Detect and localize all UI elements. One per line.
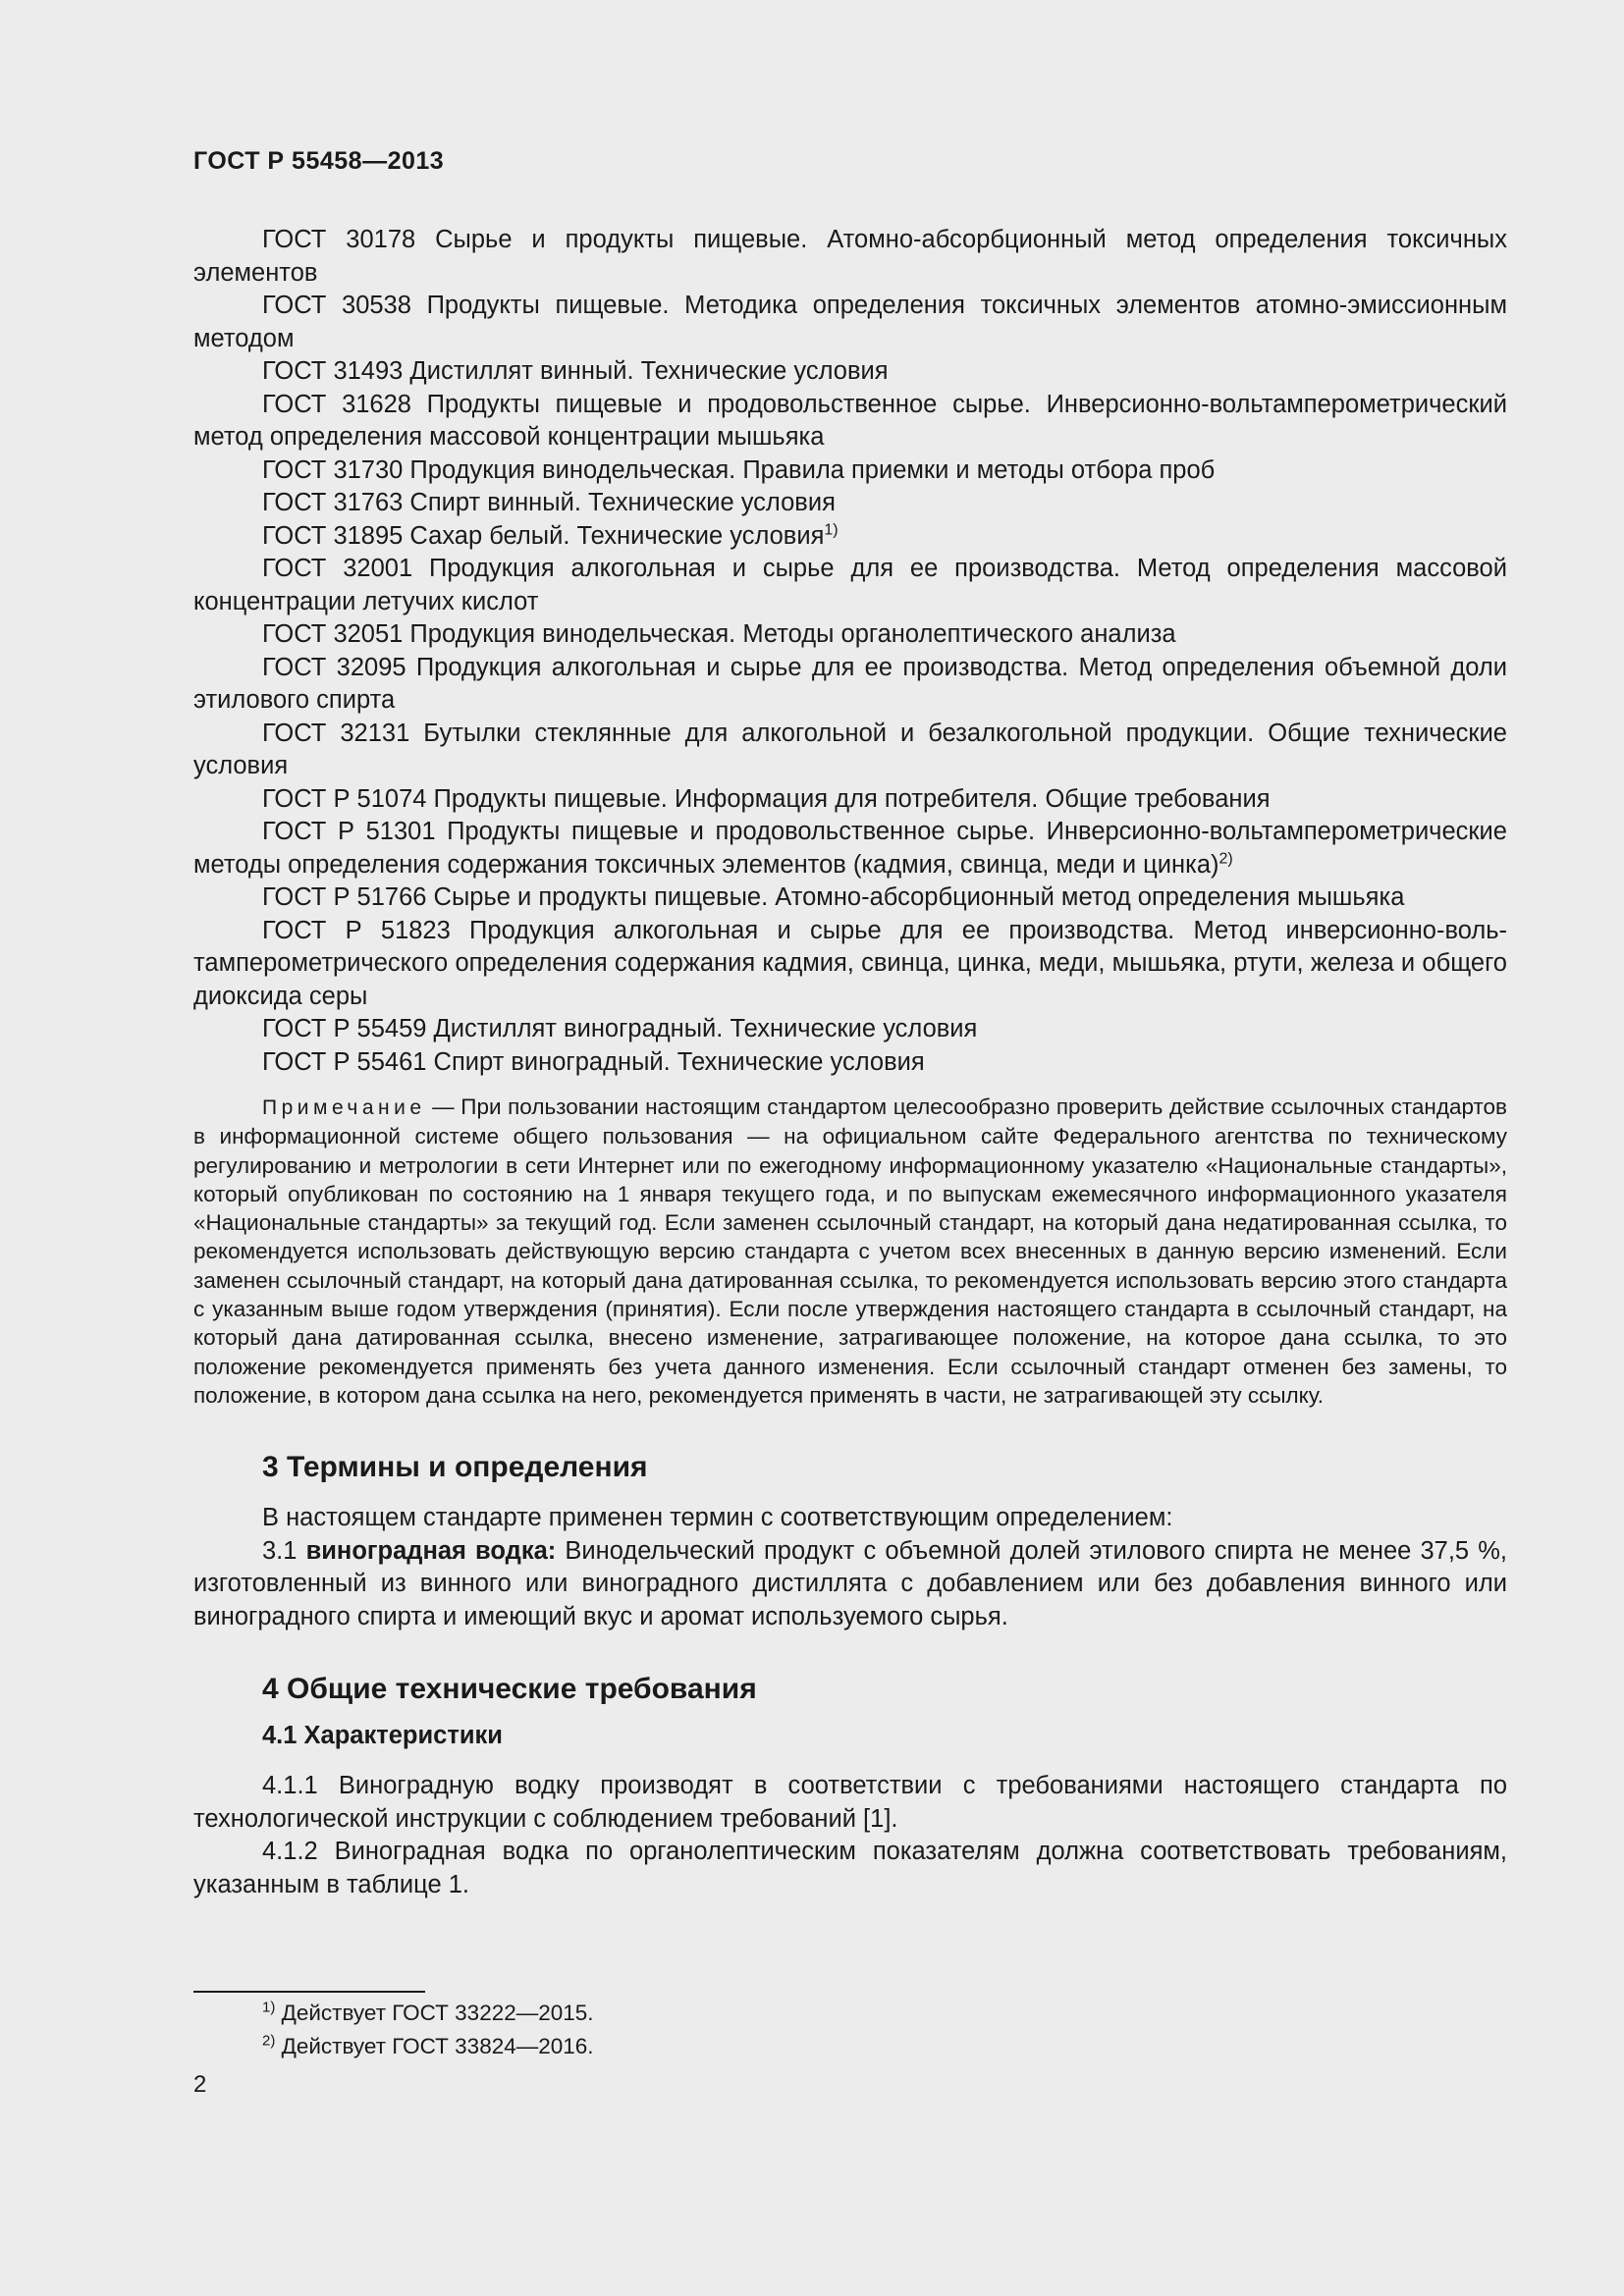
reference-item: ГОСТ Р 55461 Спирт виноградный. Технические условия (262, 1047, 925, 1076)
section-4-heading: 4 Общие технические требования (262, 1673, 757, 1706)
section-3-intro: В настоящем стандарте применен термин с соответствующим определением: (262, 1504, 1173, 1532)
paragraph-4-1-2: 4.1.2 Виноградная водка по органолептическим показателям должна соответствовать требованиям, указанным в таблице 1. (193, 1838, 1507, 1898)
footnote-marker: 1) (824, 521, 839, 538)
reference-item: ГОСТ 32095 Продукция алкогольная и сырье для ее производства. Метод определения объемной доли этилового спирта (193, 653, 1507, 714)
note-label: Примечание (262, 1096, 426, 1119)
reference-item: ГОСТ Р 51074 Продукты пищевые. Информация для потребителя. Общие требования (262, 784, 1271, 813)
reference-item: ГОСТ 31493 Дистиллят винный. Технические условия (262, 357, 889, 385)
reference-item: ГОСТ Р 51301 Продукты пищевые и продовольственное сырье. Инверсионно-вольтамперометрические методы определения содержания токсичных элементов (кадмия, свинца, меди и цинка)$^{2)}$ (193, 818, 1507, 879)
reference-item: ГОСТ 31895 Сахар белый. Технические условия$^{1)}$ (262, 521, 839, 550)
footnote-item: $^{2)}$ Действует ГОСТ 33824—2016. (262, 2032, 594, 2058)
references-list (193, 224, 1507, 1079)
paragraph-4-1-1: 4.1.1 Виноградную водку производят в соответствии с требованиями настоящего стандарта по технологической инструкции с соблюдением требований [1]. (193, 1772, 1507, 1833)
section-3-heading: 3 Термины и определения (262, 1451, 648, 1484)
footnote-separator (193, 1991, 425, 1993)
reference-item: ГОСТ 32001 Продукция алкогольная и сырье для ее производства. Метод определения массовой концентрации летучих кислот (193, 555, 1507, 615)
reference-item: ГОСТ 32051 Продукция винодельческая. Методы органолептического анализа (262, 620, 1176, 648)
term-name: виноградная водка: (305, 1536, 557, 1565)
reference-item: ГОСТ Р 51823 Продукция алкогольная и сырье для ее производства. Метод инверсионно-вольтамперометрического определения содержания кадмия, свинца, цинка, меди, мышьяка, ртути, железа и общего диоксида серы (193, 916, 1507, 1010)
reference-item: ГОСТ Р 55459 Дистиллят виноградный. Технические условия (262, 1015, 978, 1042)
document-header: ГОСТ Р 55458—2013 (193, 147, 445, 175)
reference-item: ГОСТ 31763 Спирт винный. Технические условия (262, 489, 836, 516)
reference-item: ГОСТ 30178 Сырье и продукты пищевые. Атомно-абсорбционный метод определения токсичных элементов (193, 226, 1507, 287)
reference-item: ГОСТ 31628 Продукты пищевые и продовольственное сырье. Инверсионно-вольтамперометрический метод определения массовой концентрации мышьяка (193, 390, 1507, 451)
page-content (193, 224, 1507, 1901)
footnote-marker: 2) (1218, 850, 1233, 867)
note-block: Примечание — При пользовании настоящим стандартом целесообразно проверить действие ссылочных стандартов в информационной системе общего пользования — на официальном сайте Федерального агентства по техническому регулированию и метрологии в сети Интернет или по ежегодному информационному указателю «Национальные стандарты», который опубликован по состоянию на 1 января текущего года, и по выпускам ежемесячного информационного указателя «Национальные стандарты» за текущий год. Если заменен ссылочный стандарт, на который дана недатированная ссылка, то рекомендуется использовать действующую версию стандарта с учетом всех внесенных в данную версию изменений. Если заменен ссылочный стандарт, на который дана датированная ссылка, то рекомендуется использовать версию этого стандарта с указанным выше годом утверждения (принятия). Если после утверждения настоящего стандарта в ссылочный стандарт, на который дана датированная ссылка, внесено изменение, затрагивающее положение, на которое дана ссылка, то это положение рекомендуется применять без учета данного изменения. Если ссылочный стандарт отменен без замены, то положение, в котором дана ссылка на него, рекомендуется применять в части, не затрагивающей эту ссылку. (193, 1095, 1507, 1408)
page-number: 2 (193, 2071, 207, 2098)
reference-item: ГОСТ Р 51766 Сырье и продукты пищевые. Атомно-абсорбционный метод определения мышьяка (262, 883, 1405, 911)
subsection-4-1-heading: 4.1 Характеристики (262, 1722, 503, 1750)
reference-item: ГОСТ 32131 Бутылки стеклянные для алкогольной и безалкогольной продукции. Общие технические условия (193, 719, 1507, 779)
note-text: При пользовании настоящим стандартом целесообразно проверить действие ссылочных стандартов в информационной системе общего пользования — на официальном сайте Федерального агентства по техническому регулированию и метрологии в сети Интернет или по ежегодному информационному указателю «Национальные стандарты», который опубликован по состоянию на 1 января текущего года, и по выпускам ежемесячного информационного указателя «Национальные стандарты» за текущий год. Если заменен ссылочный стандарт, на который дана недатированная ссылка, то рекомендуется использовать действующую версию стандарта с учетом всех внесенных в данную версию изменений. Если заменен ссылочный стандарт, на который дана датированная ссылка, то рекомендуется использовать версию этого стандарта с указанным выше годом утверждения (принятия). Если после утверждения настоящего стандарта в ссылочный стандарт, на который дана датированная ссылка, внесено изменение, затрагивающее положение, на которое дана ссылка, то это положение рекомендуется применять без учета данного изменения. Если ссылочный стандарт отменен без замены, то положение, в котором дана ссылка на него, рекомендуется применять в части, не затрагивающей эту ссылку. (193, 1095, 1507, 1408)
reference-item: ГОСТ 31730 Продукция винодельческая. Правила приемки и методы отбора проб (262, 455, 1216, 484)
footnotes (262, 1997, 594, 2063)
reference-item: ГОСТ 30538 Продукты пищевые. Методика определения токсичных элементов атомно-эмиссионным методом (193, 292, 1507, 352)
term-definition: 3.1 виноградная водка: Винодельческий продукт с объемной долей этилового спирта не менее 37,5 %, изготовленный из винного или виноградного дистиллята с добавлением или без добавления винного или виноградного спирта и имеющий вкус и аромат используемого сырья. (193, 1536, 1507, 1630)
footnote-item: $^{1)}$ Действует ГОСТ 33222—2015. (262, 1999, 594, 2025)
